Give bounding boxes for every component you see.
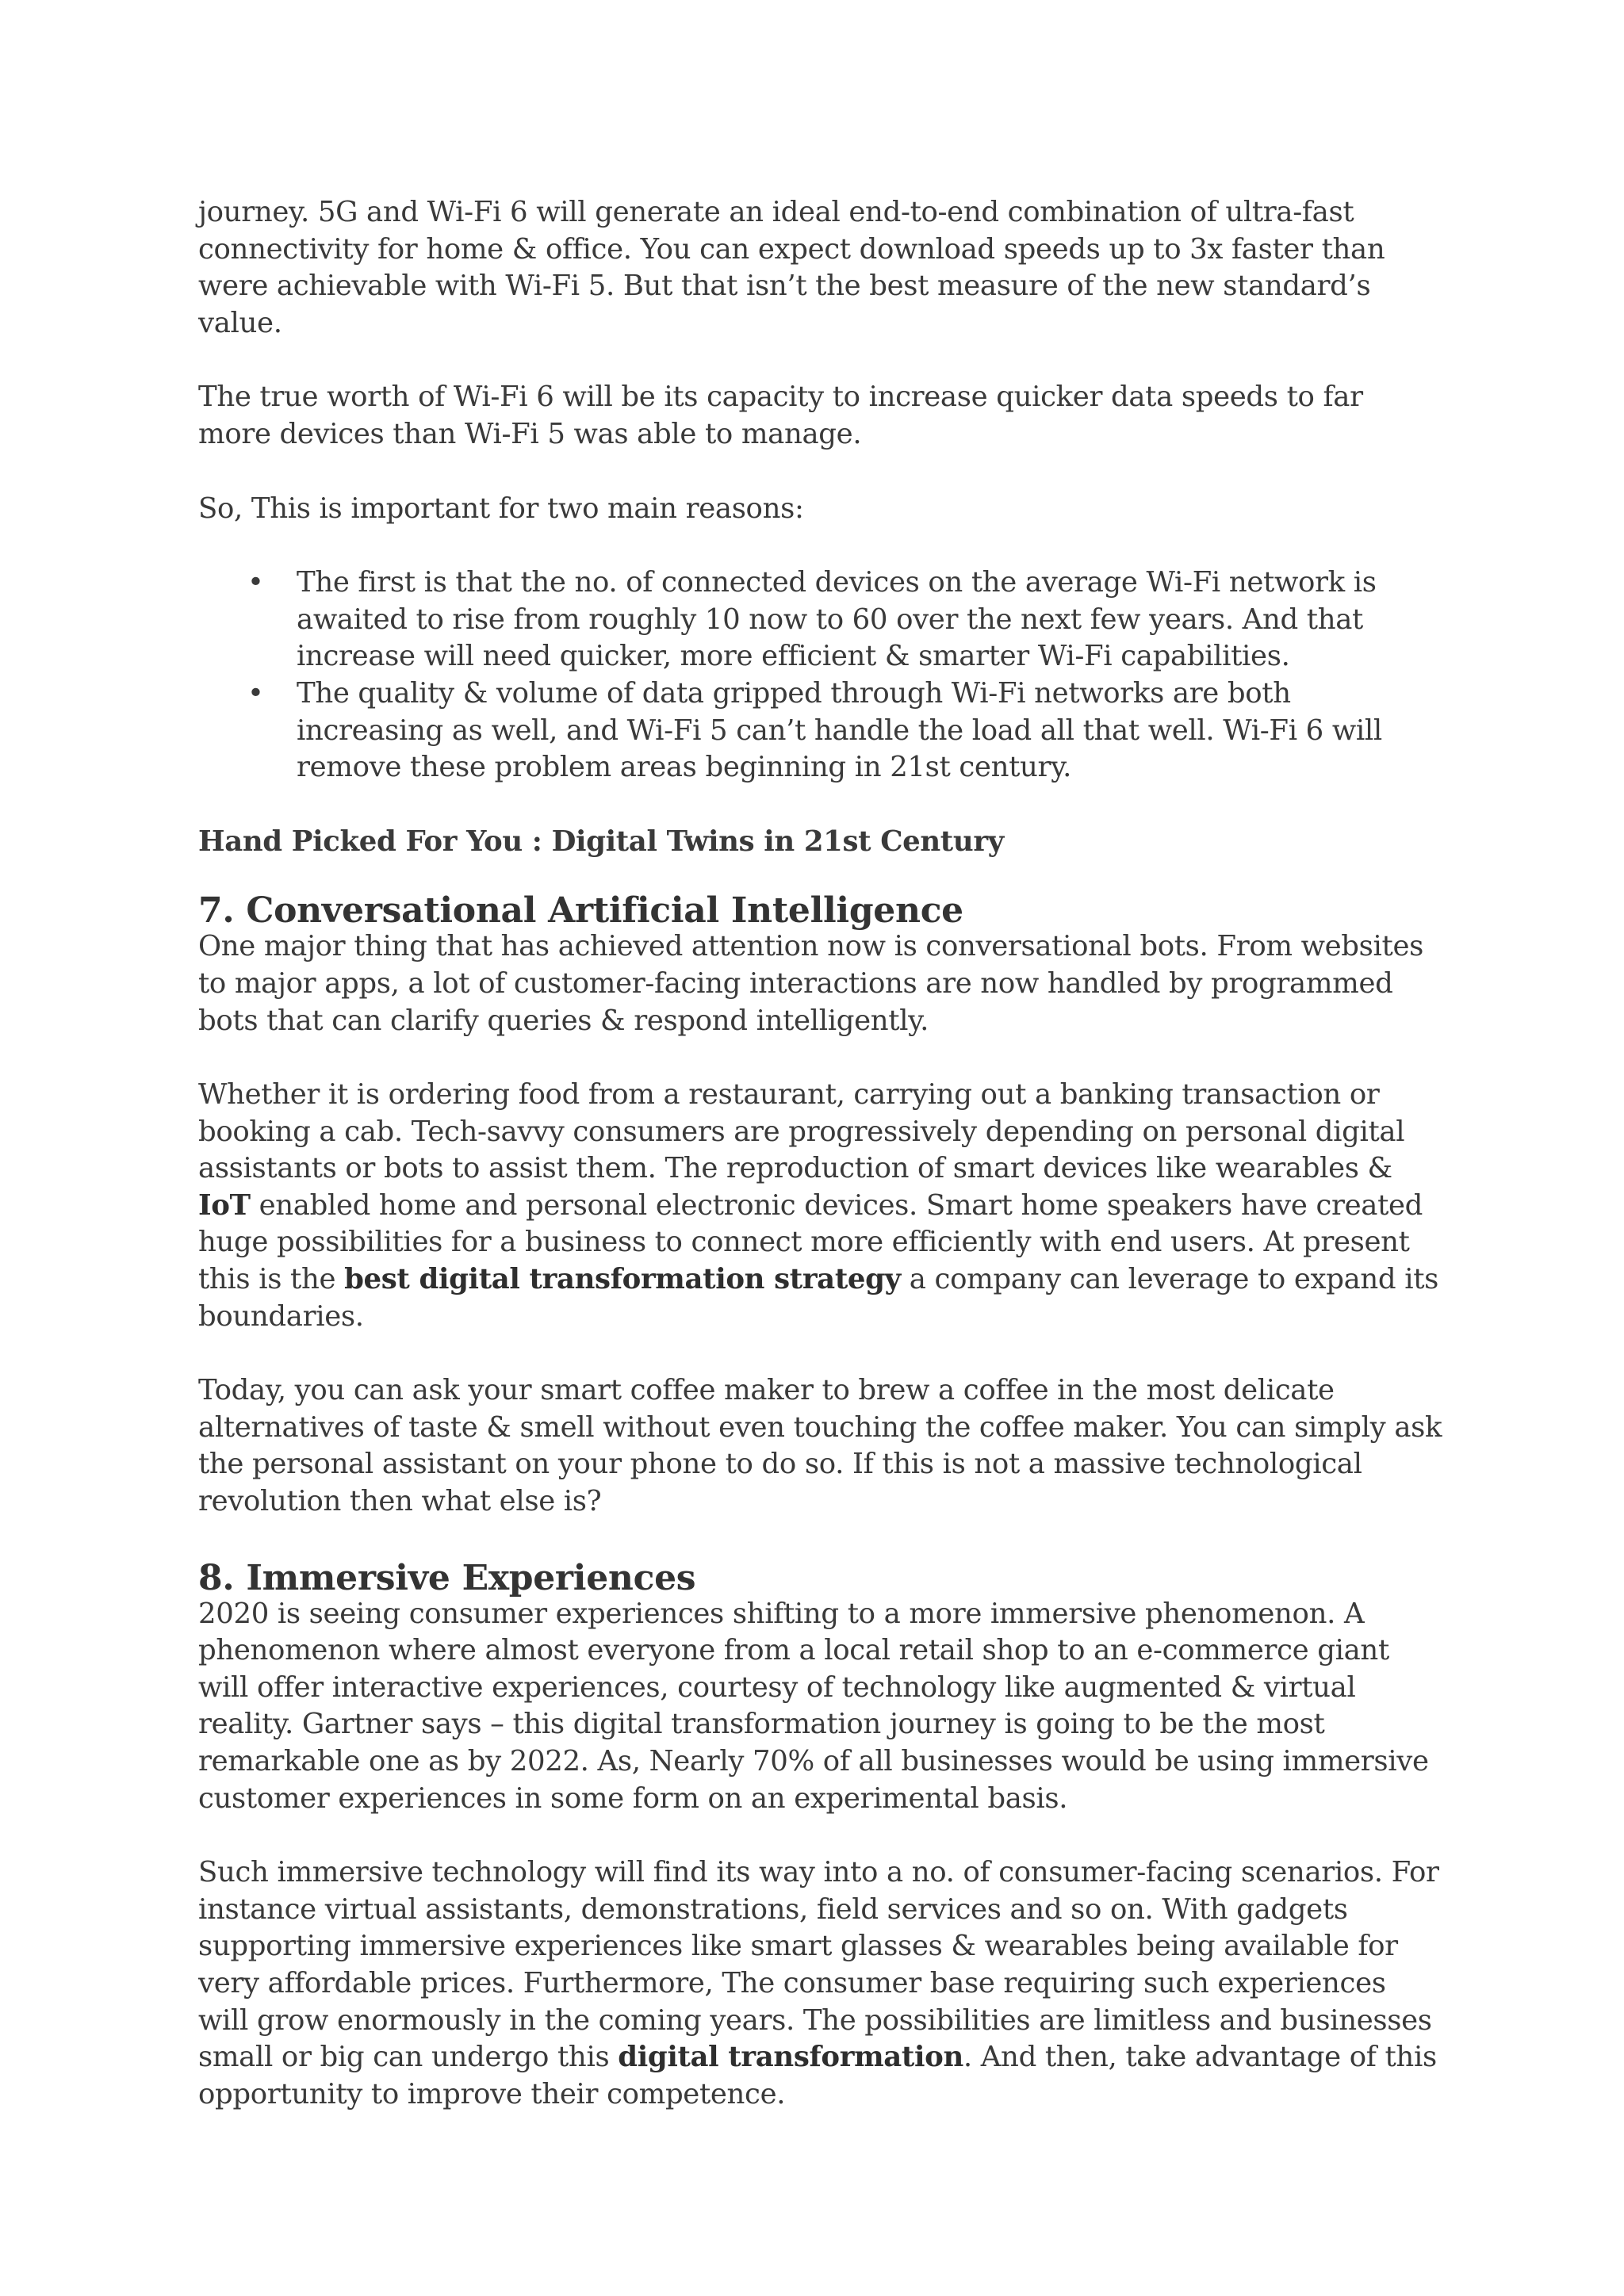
text-run: Whether it is ordering food from a restaurant, carrying out a banking transaction or booking a cab. Tech-savvy consumers are progressively depending on personal digital assistants or bots to assist them. The reproduction of smart devices like wearables & <box>198 1078 1405 1185</box>
text-run: enabled home and personal electronic devices. Smart home speakers have created huge possibilities for a business to connect more efficiently with end users. At present this is the <box>198 1188 1423 1296</box>
strategy-link[interactable]: best digital transformation strategy <box>344 1263 901 1296</box>
hand-picked-link[interactable]: Hand Picked For You : Digital Twins in 21st Century <box>198 825 1004 858</box>
section-7-heading: 7. Conversational Artificial Intelligence <box>198 890 963 932</box>
list-item-text: The first is that the no. of connected devices on the average Wi-Fi network is awaited to rise from roughly 10 now to 60 over the next few years. And that increase will need quicker, more efficient & smarter Wi-Fi capabilities. <box>297 566 1377 673</box>
intro-paragraph-1: journey. 5G and Wi-Fi 6 will generate an ideal end-to-end combination of ultra-fast connectivity for home & office. You can expect download speeds up to 3x faster than were achievable with Wi-Fi 5. But that isn’t the best measure of the new standard’s value. <box>198 196 1385 339</box>
reasons-list <box>198 564 1443 786</box>
intro-paragraph-2: The true worth of Wi-Fi 6 will be its capacity to increase quicker data speeds to far more devices than Wi-Fi 5 was able to manage. <box>198 381 1363 450</box>
bullet-icon: • <box>247 676 264 710</box>
list-item <box>198 675 1443 786</box>
section-8-paragraph-2 <box>198 1854 1443 2113</box>
text-run: . And then, take advantage of this opportunity to improve their competence. <box>198 2041 1437 2110</box>
digital-transformation-link[interactable]: digital transformation <box>618 2041 963 2074</box>
section-8-heading: 8. Immersive Experiences <box>198 1557 696 1598</box>
text-run: Such immersive technology will find its way into a no. of consumer-facing scenarios. For instance virtual assistants, demonstrations, field services and so on. With gadgets supporting immersive experiences like smart glasses & wearables being available for very affordable prices. Furthermore, The consumer base requiring such experiences will grow enormously in the coming years. The possibilities are limitless and businesses small or big can undergo this <box>198 1856 1439 2074</box>
document-page <box>198 194 1443 2150</box>
section-7-paragraph-1: One major thing that has achieved attention now is conversational bots. From websites to major apps, a lot of customer-facing interactions are now handled by programmed bots that can clarify queries & respond intelligently. <box>198 930 1423 1037</box>
bullet-icon: • <box>247 566 264 599</box>
section-7-paragraph-3: Today, you can ask your smart coffee maker to brew a coffee in the most delicate alternatives of taste & smell without even touching the coffee maker. You can simply ask the personal assistant on your phone to do so. If this is not a massive technological revolution then what else is? <box>198 1374 1442 1518</box>
text-run: a company can leverage to expand its boundaries. <box>198 1263 1438 1333</box>
list-item-text: The quality & volume of data gripped through Wi-Fi networks are both increasing as well, and Wi-Fi 5 can’t handle the load all that well. Wi-Fi 6 will remove these problem areas beginning in 21st century. <box>297 676 1382 784</box>
iot-link[interactable]: IoT <box>198 1188 251 1222</box>
section-7-paragraph-2 <box>198 1077 1443 1335</box>
intro-paragraph-3: So, This is important for two main reasons: <box>198 492 804 525</box>
section-8-paragraph-1: 2020 is seeing consumer experiences shifting to a more immersive phenomenon. A phenomenon where almost everyone from a local retail shop to an e-commerce giant will offer interactive experiences, courtesy of technology like augmented & virtual reality. Gartner says – this digital transformation journey is going to be the most remarkable one as by 2022. As, Nearly 70% of all businesses would be using immersive customer experiences in some form on an experimental basis. <box>198 1597 1429 1815</box>
list-item <box>198 564 1443 675</box>
